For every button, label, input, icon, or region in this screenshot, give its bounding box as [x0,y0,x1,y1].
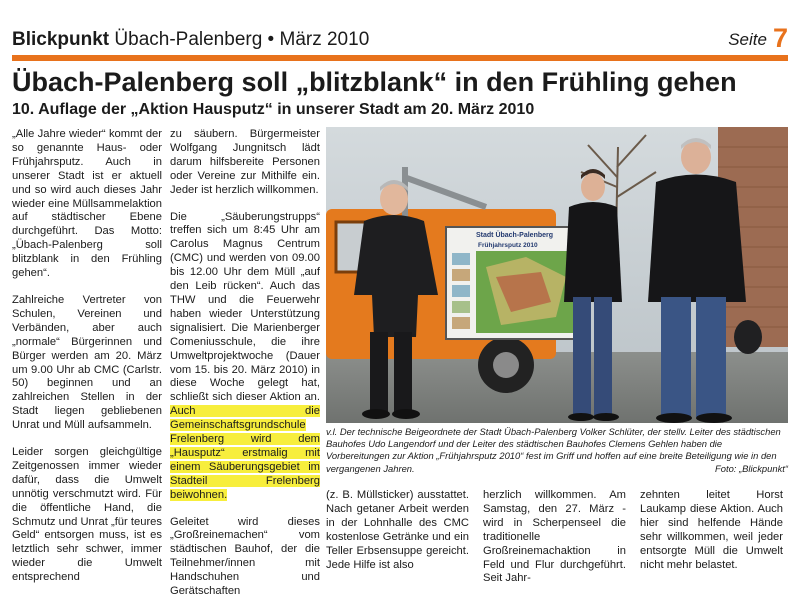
paragraph: Leider sorgen gleichgültige Zeitgenossen immer wieder dafür, dass die Umwelt unnötig verschmutzt wird. Für die öffentliche Hand, die Schmutz und Unrat „für teures Geld“ entsorgen muss, ist es letztlich sehr schwer, immer wieder die Umwelt entsprechend [12,446,162,584]
page-label: Seite [728,30,767,49]
paragraph: zu säubern. Bürgermeister Wolfgang Jungnitsch lädt darum hilfsbereite Personen oder Vereine zur Mithilfe ein. Jeder ist herzlich willkommen. [170,128,320,196]
paragraph: Geleitet wird dieses „Großreinemachen“ vom städtischen Bauhof, der die Teilnehmer/innen mit Handschuhen und Gerätschaften [170,515,320,598]
page-indicator [728,24,788,54]
photo-credit: Foto: „Blickpunkt“ [715,462,788,474]
poster-title: Stadt Übach-Palenberg [476,232,554,239]
masthead-title [12,28,369,52]
text-column-2 [170,128,320,599]
poster-subtitle: Frühjahrsputz 2010 [478,242,538,249]
text-column-4: herzlich willkommen. Am Samstag, den 27. März - wird in Scherpenseel die traditionelle Großreinemachaktion in Feld und Flur durchgeführt. Seit Jahr- [483,489,626,585]
issue-info: Übach-Palenberg • März 2010 [114,29,370,50]
masthead-rule [12,55,788,61]
article-subheadline: 10. Auflage der „Aktion Hausputz“ in unserer Stadt am 20. März 2010 [12,101,535,118]
paragraph: Zahlreiche Vertreter von Schulen, Vereinen und Verbänden, aber auch „normale“ Bürgerinnen und Bürger werden am 20. März um 9.00 Uhr ab CMC (Carlstr. 50) beginnen und an zahlreichen Stellen in der Stadt liegen gebliebenen Unrat und Müll aufsammeln. [12,293,162,432]
text-column-5: zehnten leitet Horst Laukamp diese Aktion. Auch hier sind helfende Hände sehr willkommen, weil jeder entsorgte Müll die Umwelt nicht mehr belastet. [640,489,783,571]
text-column-3: (z. B. Müllsticker) ausstattet. Nach getaner Arbeit werden in der Lohnhalle des CMC kostenlose Getränke und ein Teller Erbsensuppe gereicht. Jede Hilfe ist also [326,489,469,571]
article-headline: Übach-Palenberg soll „blitzblank“ in den Frühling gehen [12,67,737,97]
brand-name: Blickpunkt [12,29,110,50]
highlighted-text: Auch die Gemeinschaftsgrundschule Frelenberg wird dem „Hausputz“ erstmalig mit einem Säuberungsgebiet im Stadteil Frelenberg beiwohnen. [170,405,320,501]
photo-caption [326,426,788,475]
caption-text: v.l. Der technische Beigeordnete der Stadt Übach-Palenberg Volker Schlüter, der stellv. Leiter des städtischen Bauhofes Udo Langendorf und der Leiter des städtischen Bauhofes Clemens Gehlen haben die Vorbereitungen zur Aktion „Frühjahrsputz 2010“ fest im Griff und hoffen auf eine breite Beteiligung wie in den vergangenen Jahren. [326,426,781,474]
article-photo [326,127,788,423]
text-column-1 [12,128,162,585]
page-number: 7 [772,23,788,53]
paragraph-text: Die „Säuberungstrupps“ treffen sich um 8:45 Uhr am Carolus Magnus Centrum (CMC) und werden von 09.00 bis 12.00 Uhr dem Müll „auf den Leib rücken“. Auch das THW und die Feuerwehr haben wieder Unterstützung signalisiert. Die Marienberger Comeniusschule, die ihre Umweltprojektwoche (Dauer vom 15. bis 20. März 2010) in diese Woche gelegt hat, schließt sich dieser Aktion an. [170,210,320,404]
masthead [12,23,788,53]
paragraph [170,211,320,503]
paragraph: „Alle Jahre wieder“ kommt der so genannte Haus- oder Frühjahrsputz. Auch in unserer Stadt ist er aktuell und so wird auch dieses Jahr wieder eine Müllsammelaktion auf städtischer Ebene durchgeführt. Das Motto: „Übach-Palenberg soll blitzblank in den Frühling gehen“. [12,128,162,280]
